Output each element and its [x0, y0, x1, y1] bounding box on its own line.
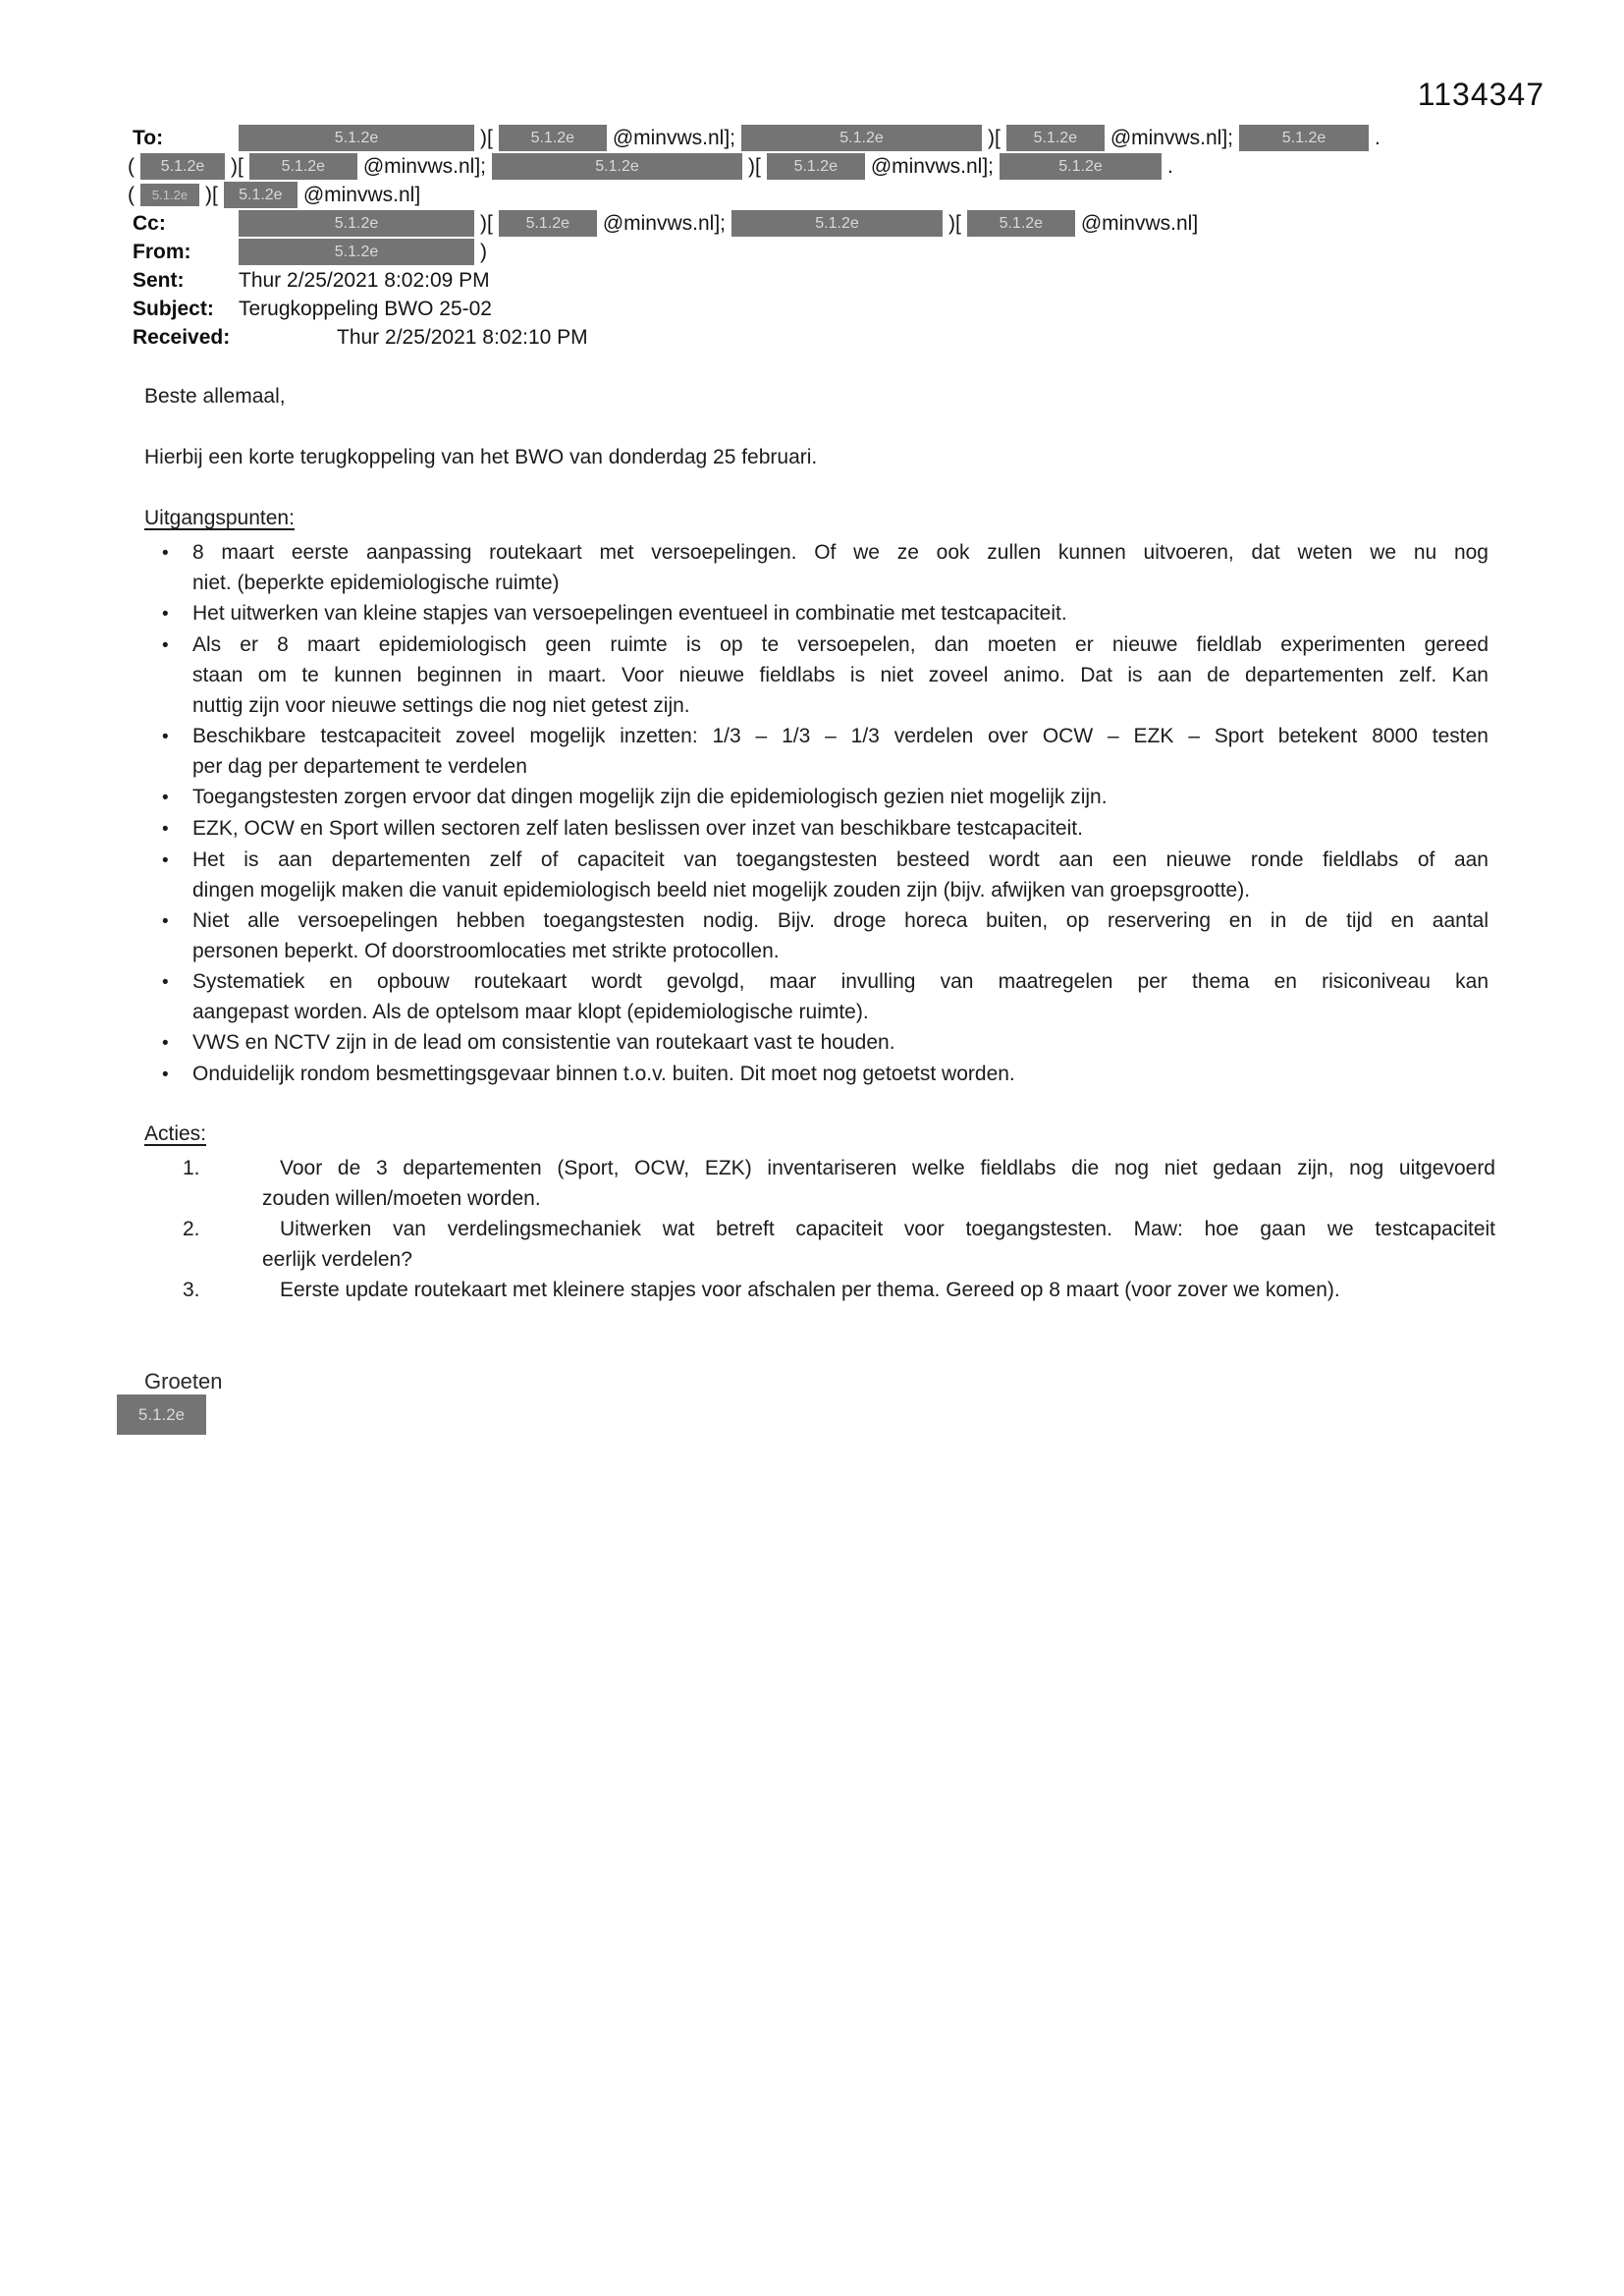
item-number: 1.	[183, 1157, 200, 1179]
item-text	[262, 1214, 1495, 1275]
redaction-box: 5.1.2e	[492, 153, 742, 180]
header-row-sent	[133, 266, 1624, 295]
period-text: .	[1167, 154, 1173, 178]
acties-list	[183, 1153, 1624, 1305]
header-row-subject	[133, 295, 1624, 323]
email-domain-text: @minvws.nl]	[302, 183, 421, 206]
redaction-box: 5.1.2e	[239, 239, 474, 265]
to-label: To:	[133, 126, 164, 149]
bullet-marker	[162, 537, 192, 598]
bullet-marker	[162, 966, 192, 1027]
redaction-box: 5.1.2e	[499, 210, 597, 237]
list-item	[162, 1027, 1624, 1059]
bullet-text	[192, 629, 1489, 721]
header-row-to	[133, 124, 1624, 152]
text-line: aangepast worden. Als de optelsom maar klopt (epidemiologische ruimte).	[192, 1001, 869, 1023]
email-header	[128, 124, 1624, 352]
text-line: Het is aan departementen zelf of capaciteit van toegangstesten besteed wordt aan een nieuwe ronde fieldlabs of aan	[192, 848, 1489, 871]
header-row-from	[133, 238, 1624, 266]
text-line: Uitwerken van verdelingsmechaniek wat betreft capaciteit voor toegangstesten. Maw: hoe gaan we testcapaciteit	[280, 1218, 1495, 1240]
bullet-marker	[162, 1059, 192, 1090]
text-line: dingen mogelijk maken die vanuit epidemiologisch beeld niet mogelijk zouden zijn (bijv. afwijken van groepsgrootte).	[192, 879, 1251, 902]
item-number: 2.	[183, 1218, 200, 1240]
text-line: Toegangstesten zorgen ervoor dat dingen mogelijk zijn die epidemiologisch gezien niet mogelijk zijn.	[192, 786, 1108, 808]
uitgangspunten-list	[162, 537, 1624, 1090]
bullet-marker	[162, 782, 192, 813]
list-item	[162, 966, 1624, 1027]
subject-label: Subject:	[133, 297, 214, 320]
header-row-to-continued	[128, 181, 1624, 209]
list-item	[162, 1059, 1624, 1090]
bullet-marker	[162, 813, 192, 845]
text-line: personen beperkt. Of doorstroomlocaties met strikte protocollen.	[192, 940, 780, 962]
redaction-box: 5.1.2e	[1006, 125, 1105, 151]
redaction-box: 5.1.2e	[1239, 125, 1369, 151]
header-row-received	[133, 323, 1624, 352]
redaction-box: 5.1.2e	[140, 153, 225, 180]
received-value: Thur 2/25/2021 8:02:10 PM	[337, 325, 588, 349]
section-title-acties: Acties:	[144, 1122, 207, 1145]
cc-label: Cc:	[133, 211, 166, 235]
numbered-item	[183, 1153, 1624, 1214]
text-line: eerlijk verdelen?	[262, 1248, 412, 1271]
list-item	[162, 813, 1624, 845]
list-item	[162, 845, 1624, 905]
text-line: EZK, OCW en Sport willen sectoren zelf laten beslissen over inzet van beschikbare testcapaciteit.	[192, 817, 1083, 840]
paren-text: (	[128, 183, 135, 206]
from-label: From:	[133, 240, 191, 263]
redaction-box: 5.1.2e	[499, 125, 607, 151]
redaction-box: 5.1.2e	[767, 153, 865, 180]
numbered-item	[183, 1214, 1624, 1275]
redaction-box: 5.1.2e	[731, 210, 943, 237]
document-number: 1134347	[1417, 77, 1544, 112]
email-domain-text: @minvws.nl]	[1080, 211, 1199, 235]
text-line: staan om te kunnen beginnen in maart. Voor nieuwe fieldlabs is niet zoveel animo. Dat is aan de departementen zelf. Kan	[192, 664, 1489, 686]
bracket-text: )[	[748, 154, 761, 178]
bullet-text	[192, 813, 1489, 845]
item-text	[262, 1275, 1495, 1305]
redaction-box: 5.1.2e	[117, 1394, 206, 1435]
bullet-marker	[162, 1027, 192, 1059]
paren-text: )	[480, 240, 487, 263]
redaction-box: 5.1.2e	[224, 182, 298, 208]
bullet-marker	[162, 905, 192, 966]
redaction-box: 5.1.2e	[239, 125, 474, 151]
bullet-text	[192, 721, 1489, 782]
section-title-uitgangspunten: Uitgangspunten:	[144, 507, 295, 529]
greeting-text: Beste allemaal,	[144, 385, 286, 408]
bullet-text	[192, 598, 1489, 629]
redaction-box: 5.1.2e	[249, 153, 357, 180]
list-item	[162, 905, 1624, 966]
email-domain-text: @minvws.nl];	[362, 154, 486, 178]
sent-label: Sent:	[133, 268, 185, 292]
bullet-marker	[162, 598, 192, 629]
email-domain-text: @minvws.nl];	[612, 126, 735, 149]
bracket-text: )[	[988, 126, 1001, 149]
bullet-text	[192, 1027, 1489, 1059]
redaction-box: 5.1.2e	[140, 184, 199, 206]
email-domain-text: @minvws.nl];	[1110, 126, 1233, 149]
bullet-text	[192, 1059, 1489, 1090]
item-text	[262, 1153, 1495, 1214]
item-number: 3.	[183, 1279, 200, 1301]
text-line: Onduidelijk rondom besmettingsgevaar binnen t.o.v. buiten. Dit moet nog getoetst worden.	[192, 1063, 1015, 1085]
text-line: Niet alle versoepelingen hebben toegangstesten nodig. Bijv. droge horeca buiten, op reservering en in de tijd en aantal	[192, 909, 1489, 932]
redaction-box: 5.1.2e	[741, 125, 982, 151]
header-row-to-continued	[128, 152, 1624, 181]
text-line: 8 maart eerste aanpassing routekaart met versoepelingen. Of we ze ook zullen kunnen uitvoeren, dat weten we nu nog	[192, 541, 1489, 564]
bullet-marker	[162, 629, 192, 721]
bullet-text	[192, 845, 1489, 905]
bullet-marker	[162, 845, 192, 905]
closing-text: Groeten	[144, 1369, 223, 1394]
closing	[117, 1366, 1624, 1435]
bullet-text	[192, 966, 1489, 1027]
redaction-box: 5.1.2e	[967, 210, 1075, 237]
redaction-box: 5.1.2e	[1000, 153, 1162, 180]
text-line: Eerste update routekaart met kleinere stapjes voor afschalen per thema. Gereed op 8 maart (voor zover we komen).	[280, 1279, 1340, 1301]
header-row-cc	[133, 209, 1624, 238]
period-text: .	[1375, 126, 1380, 149]
list-item	[162, 721, 1624, 782]
text-line: Beschikbare testcapaciteit zoveel mogelijk inzetten: 1/3 – 1/3 – 1/3 verdelen over OCW – EZK – Sport betekent 8000 testen	[192, 725, 1489, 747]
subject-value: Terugkoppeling BWO 25-02	[239, 297, 492, 320]
bullet-text	[192, 905, 1489, 966]
text-line: zouden willen/moeten worden.	[262, 1187, 541, 1210]
intro-text: Hierbij een korte terugkoppeling van het BWO van donderdag 25 februari.	[144, 446, 818, 468]
numbered-item	[183, 1275, 1624, 1305]
bracket-text: )[	[480, 211, 493, 235]
text-line: Als er 8 maart epidemiologisch geen ruimte is op te versoepelen, dan moeten er nieuwe fieldlab experimenten gereed	[192, 633, 1489, 656]
bracket-text: )[	[205, 183, 218, 206]
text-line: Voor de 3 departementen (Sport, OCW, EZK) inventariseren welke fieldlabs die nog niet gedaan zijn, nog uitgevoerd	[280, 1157, 1495, 1179]
redaction-box: 5.1.2e	[239, 210, 474, 237]
received-label: Received:	[133, 325, 231, 349]
bullet-text	[192, 537, 1489, 598]
bracket-text: )[	[480, 126, 493, 149]
bullet-marker	[162, 721, 192, 782]
sent-value: Thur 2/25/2021 8:02:09 PM	[239, 268, 490, 292]
list-item	[162, 537, 1624, 598]
bracket-text: )[	[948, 211, 961, 235]
bracket-text: )[	[231, 154, 244, 178]
text-line: Systematiek en opbouw routekaart wordt gevolgd, maar invulling van maatregelen per thema en risiconiveau kan	[192, 970, 1489, 993]
bullet-text	[192, 782, 1489, 813]
email-domain-text: @minvws.nl];	[870, 154, 994, 178]
paren-text: (	[128, 154, 135, 178]
text-line: niet. (beperkte epidemiologische ruimte)	[192, 572, 560, 594]
text-line: Het uitwerken van kleine stapjes van versoepelingen eventueel in combinatie met testcapaciteit.	[192, 602, 1067, 625]
list-item	[162, 598, 1624, 629]
email-body	[0, 381, 1624, 1435]
list-item	[162, 629, 1624, 721]
text-line: per dag per departement te verdelen	[192, 755, 527, 778]
text-line: nuttig zijn voor nieuwe settings die nog niet getest zijn.	[192, 694, 690, 717]
text-line: VWS en NCTV zijn in de lead om consistentie van routekaart vast te houden.	[192, 1031, 895, 1054]
email-domain-text: @minvws.nl];	[602, 211, 726, 235]
list-item	[162, 782, 1624, 813]
